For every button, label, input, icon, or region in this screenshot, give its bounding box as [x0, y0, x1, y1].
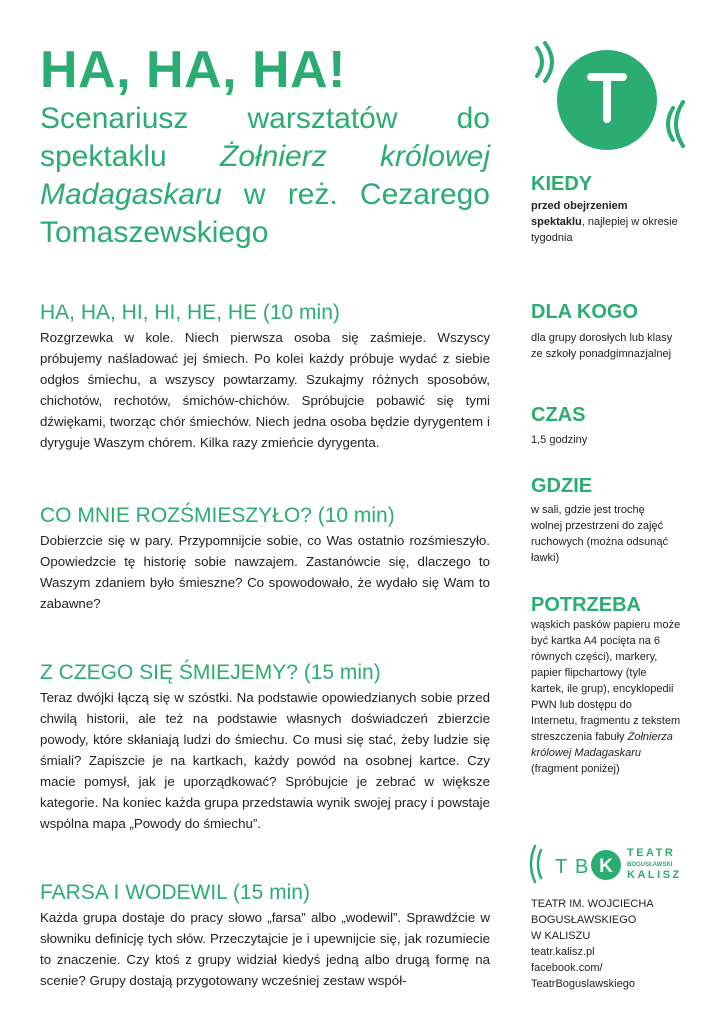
facebook-link[interactable]: facebook.com/ [531, 962, 603, 974]
logo-letter-t: T [555, 856, 568, 878]
section-1-title: HA, HA, HI, HI, HE, HE (10 min) [40, 301, 340, 324]
page-title: HA, HA, HA! [40, 41, 346, 99]
gdzie-title: GDZIE [531, 475, 593, 497]
section-3-title: Z CZEGO SIĘ ŚMIEJEMY? (15 min) [40, 661, 381, 684]
teatr-kalisz-logo-icon [527, 840, 697, 890]
facebook-link-page[interactable]: TeatrBoguslawskiego [531, 978, 635, 990]
section-2-title: CO MNIE ROZŚMIESZYŁO? (10 min) [40, 504, 395, 527]
contact-block [531, 896, 701, 992]
czas-text: 1,5 godziny [531, 434, 588, 446]
section-4-title: FARSA I WODEWIL (15 min) [40, 881, 310, 904]
section-3-body: Teraz dwójki łączą się w szóstki. Na podstawie opowiedzianych sobie przed chwilą historii, ale też na podstawie własnych doświadczeń zbierzcie powody, które skłaniają ludzi do śmiechu. Co musi się stać, żeby ludzie się śmiali? Zapiszcie je na kartkach, każdy powód na osobnej kartce. Czy macie pomysł, jak je uporządkować? Spróbujcie je zebrać w większe kategorie. Na koniec każda grupa przedstawia wynik swojej pracy i powstaje wspólna mapa „Powody do śmiechu”. [40, 690, 490, 831]
subtitle-play-title: Żołnierz królowej Madagaskaru [40, 140, 490, 211]
potrzeba-tail: (fragment poniżej) [531, 763, 620, 775]
logo-word-teatr: TEATR [627, 847, 676, 859]
gdzie-text: w sali, gdzie jest trochę wolnej przestrzeni do zajęć ruchowych (można odsunąć ławki) [531, 504, 668, 564]
subtitle-text: Scenariusz warsztatów do spektaklu [40, 102, 490, 173]
dla-kogo-title: DLA KOGO [531, 301, 639, 323]
logo-word-kalisz: KALISZ [627, 869, 682, 881]
kiedy-title: KIEDY [531, 173, 593, 195]
czas-title: CZAS [531, 404, 586, 426]
logo-word-boguslawski: BOGUSŁAWSKI [627, 862, 673, 868]
website-link[interactable]: teatr.kalisz.pl [531, 946, 595, 958]
logo-letter-k: K [599, 856, 613, 877]
page-subtitle [40, 100, 490, 252]
contact-line: W KALISZU [531, 930, 591, 942]
kiedy-rest: , najlepiej w okresie tygodnia [531, 216, 678, 244]
section-2-body: Dobierzcie się w pary. Przypomnijcie sobie, co Was ostatnio rozśmieszyło. Opowiedzcie tę historię sobie nawzajem. Zastanówcie się, dlaczego to Waszym zdaniem było śmieszne? Co spowodowało, że wydało się Wam to zabawne? [40, 533, 490, 611]
subtitle-director: w reż. Cezarego Tomaszewskiego [40, 178, 490, 249]
potrzeba-list: wąskich pasków papieru może być kartka A4 pocięta na 6 równych części), markery, papier flipchartowy (tyle kartek, ile grup), encyklopedii PWN lub dostępu do Internetu, fragmentu z tekstem streszczenia fabuły [531, 619, 681, 743]
potrzeba-text [531, 617, 681, 777]
potrzeba-play-title: Żołnierza królowej Madagaskaru [531, 731, 673, 759]
logo-letter-b: B [575, 856, 589, 878]
section-4-body: Każda grupa dostaje do pracy słowo „farsa” albo „wodewil”. Sprawdźcie w słowniku definicję tych słów. Przeczytajcie je i upewnijcie się, jak rozumiecie to znaczenie. Czy ktoś z grupy widział kiedyś jedną albo drugą formę na scenie? Grupy dostają przygotowany wcześniej zestaw współ- [40, 910, 490, 988]
kiedy-text [531, 198, 681, 246]
contact-line: BOGUSŁAWSKIEGO [531, 914, 637, 926]
theatre-logo-icon [527, 40, 692, 158]
kiedy-bold: przed obejrzeniem spektaklu [531, 200, 628, 228]
contact-line: TEATR IM. WOJCIECHA [531, 898, 654, 910]
section-1-body: Rozgrzewka w kole. Niech pierwsza osoba się zaśmieje. Wszyscy próbujemy naśladować jej śmiech. Po kolei każdy próbuje wydać z siebie odgłos śmiechu, a wszyscy powtarzamy. Szukajmy różnych sposobów, chichotów, rechotów, śmichów-chichów. Spróbujcie pobawić się tymi dźwiękami, tworząc chór śmiechów. Niech jedna osoba będzie dyrygentem i dyryguje Waszym chórem. Kilka razy zmieńcie dyrygenta. [40, 330, 490, 450]
potrzeba-title: POTRZEBA [531, 594, 641, 616]
dla-kogo-text: dla grupy dorosłych lub klasy ze szkoły ponadgimnazjalnej [531, 332, 673, 360]
